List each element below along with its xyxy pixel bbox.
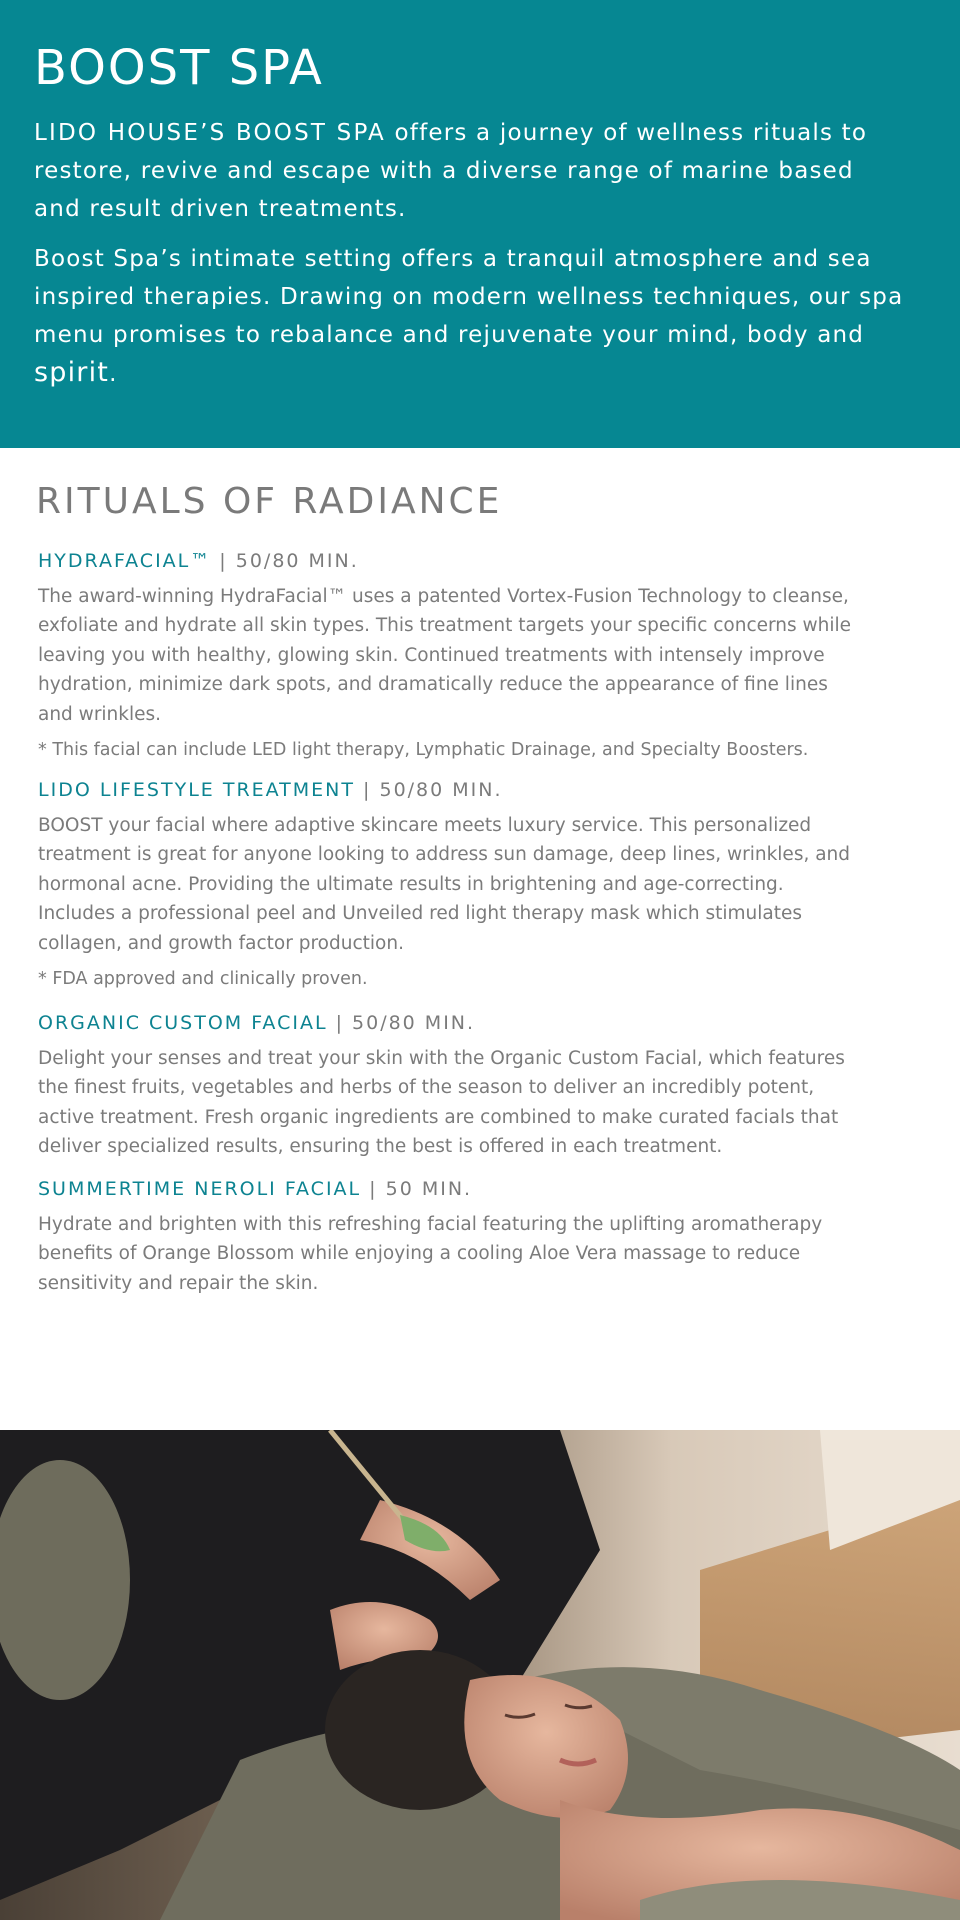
- treatment-hydrafacial: [38, 548, 922, 763]
- page-title: BOOST SPA: [34, 40, 324, 96]
- hero-body-period: .: [109, 361, 118, 387]
- treatment-name: HYDRAFACIAL™: [38, 550, 212, 572]
- treatment-heading: [38, 548, 922, 574]
- spa-treatment-photo: [0, 1430, 960, 1920]
- hero-body-last-word: spirit: [34, 357, 110, 388]
- treatment-name: ORGANIC CUSTOM FACIAL: [38, 1012, 328, 1035]
- treatment-lido-lifestyle: [38, 777, 922, 992]
- treatment-duration: | 50/80 MIN.: [211, 550, 359, 572]
- treatment-description: BOOST your facial where adaptive skincare meets luxury service. This personalized treatment is great for anyone looking to address sun damage, deep lines, wrinkles, and hormonal acne. Providing the ultimate results in brightening and age-correcting. Includes a professional peel and Unveiled red light therapy mask which stimulates collagen, and growth factor production.: [38, 815, 851, 954]
- treatment-name: SUMMERTIME NEROLI FACIAL: [38, 1177, 362, 1200]
- treatment-heading: [38, 1010, 922, 1036]
- hero-banner: [0, 0, 960, 448]
- treatment-heading: [38, 1176, 922, 1202]
- treatment-duration: | 50/80 MIN.: [327, 1012, 476, 1035]
- treatment-description: Hydrate and brighten with this refreshing facial featuring the uplifting aromatherapy benefits of Orange Blossom while enjoying a cooling Aloe Vera massage to reduce sensitivity and repair the skin.: [38, 1213, 823, 1294]
- hero-body-text: Boost Spa’s intimate setting offers a tranquil atmosphere and sea inspired therapies. Drawing on modern wellness techniques, our spa menu promises to rebalance and rejuvenate your mind, body and: [34, 246, 904, 348]
- treatment-heading: [38, 777, 922, 803]
- treatment-description: The award-winning HydraFacial™ uses a patented Vortex-Fusion Technology to cleanse, exfoliate and hydrate all skin types. This treatment targets your specific concerns while leaving you with healthy, glowing skin. Continued treatments with intensely improve hydration, minimize dark spots, and dramatically reduce the appearance of fine lines and wrinkles.: [38, 586, 852, 725]
- treatment-organic-custom: [38, 1010, 922, 1162]
- treatment-note: * FDA approved and clinically proven.: [38, 969, 368, 990]
- hero-intro-text: offers a journey of wellness rituals to restore, revive and escape with a diverse range of marine based and result driven treatments.: [34, 120, 868, 222]
- section-title: RITUALS OF RADIANCE: [36, 481, 503, 522]
- treatment-summertime-neroli: [38, 1176, 922, 1298]
- treatment-menu: [0, 448, 960, 1430]
- hero-intro-brand: LIDO HOUSE’S BOOST SPA: [34, 120, 386, 146]
- hero-intro: [34, 114, 894, 228]
- treatment-name: LIDO LIFESTYLE TREATMENT: [38, 779, 355, 802]
- treatment-duration: | 50 MIN.: [361, 1177, 473, 1200]
- treatment-duration: | 50/80 MIN.: [355, 779, 503, 802]
- spa-photo-illustration: [0, 1430, 960, 1920]
- treatment-note: * This facial can include LED light therapy, Lymphatic Drainage, and Specialty Boosters.: [38, 740, 809, 761]
- treatment-description: Delight your senses and treat your skin with the Organic Custom Facial, which features the finest fruits, vegetables and herbs of the season to deliver an incredibly potent, active treatment. Fresh organic ingredients are combined to make curated facials that deliver specialized results, ensuring the best is offered in each treatment.: [38, 1048, 845, 1158]
- hero-body: [34, 240, 914, 393]
